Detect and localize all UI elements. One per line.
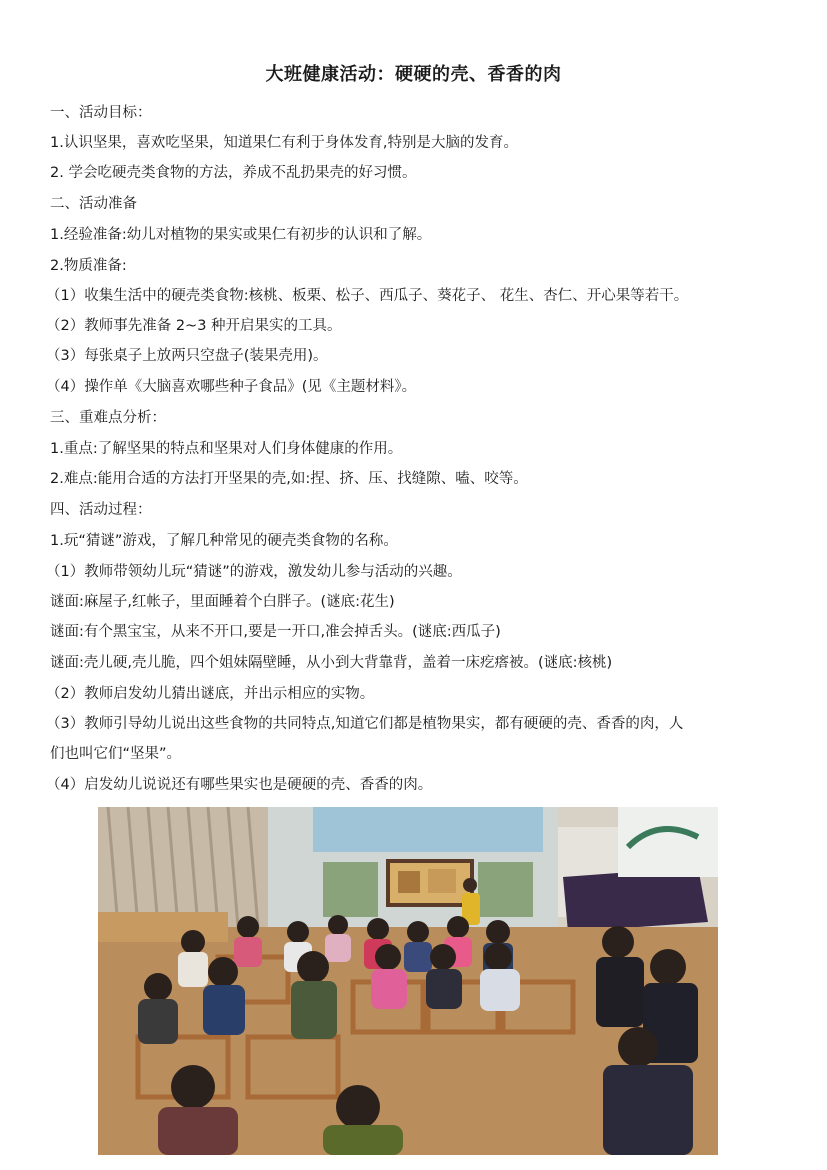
paragraph-line: （3）教师引导幼儿说出这些食物的共同特点,知道它们都是植物果实，都有硬硬的壳、香香的肉，人 [46,716,684,732]
section-heading: 四、活动过程： [50,502,152,518]
paragraph-line: （4）启发幼儿说说还有哪些果实也是硬硬的壳、香香的肉。 [46,777,433,793]
section-heading: 三、重难点分析： [50,410,166,426]
paragraph-line: 1.经验准备:幼儿对植物的果实或果仁有初步的认识和了解。 [50,227,432,243]
paragraph-line: 1.认识坚果，喜欢吃坚果，知道果仁有利于身体发育,特别是大脑的发育。 [50,135,518,151]
classroom-illustration [98,807,718,1155]
paragraph-line: 2. 学会吃硬壳类食物的方法，养成不乱扔果壳的好习惯。 [50,165,417,181]
paragraph-line: （2）教师事先准备 2~3 种开启果实的工具。 [46,318,342,334]
document-title: 大班健康活动：硬硬的壳、香香的肉 [265,64,562,85]
paragraph-line: （3）每张桌子上放两只空盘子(装果壳用)。 [46,348,328,364]
section-heading: 一、活动目标： [50,105,152,121]
paragraph-line: 1.重点:了解坚果的特点和坚果对人们身体健康的作用。 [50,441,403,457]
riddle-line: 谜面:有个黑宝宝，从来不开口,要是一开口,准会掉舌头。(谜底:西瓜子) [50,624,501,640]
riddle-line: 谜面:麻屋子,红帐子，里面睡着个白胖子。(谜底:花生) [50,594,395,610]
paragraph-line: 2.难点:能用合适的方法打开坚果的壳,如:捏、挤、压、找缝隙、嗑、咬等。 [50,471,528,487]
paragraph-line: （4）操作单《大脑喜欢哪些种子食品》(见《主题材料》。 [46,379,417,395]
paragraph-line: 1.玩“猜谜”游戏，了解几种常见的硬壳类食物的名称。 [50,533,398,549]
classroom-photo [98,807,718,1155]
riddle-line: 谜面:壳儿硬,壳儿脆，四个姐妹隔壁睡，从小到大背靠背，盖着一床疙瘩被。(谜底:核桃) [50,655,613,671]
paragraph-line: 们也叫它们“坚果”。 [50,746,182,762]
section-heading: 二、活动准备 [50,196,137,212]
paragraph-line: （2）教师启发幼儿猜出谜底，并出示相应的实物。 [46,686,375,702]
paragraph-line: （1）教师带领幼儿玩“猜谜”的游戏，激发幼儿参与活动的兴趣。 [46,564,462,580]
paragraph-line: 2.物质准备: [50,258,127,274]
paragraph-line: （1）收集生活中的硬壳类食物:核桃、板栗、松子、西瓜子、葵花子、 花生、杏仁、开心果等若干。 [46,288,689,304]
